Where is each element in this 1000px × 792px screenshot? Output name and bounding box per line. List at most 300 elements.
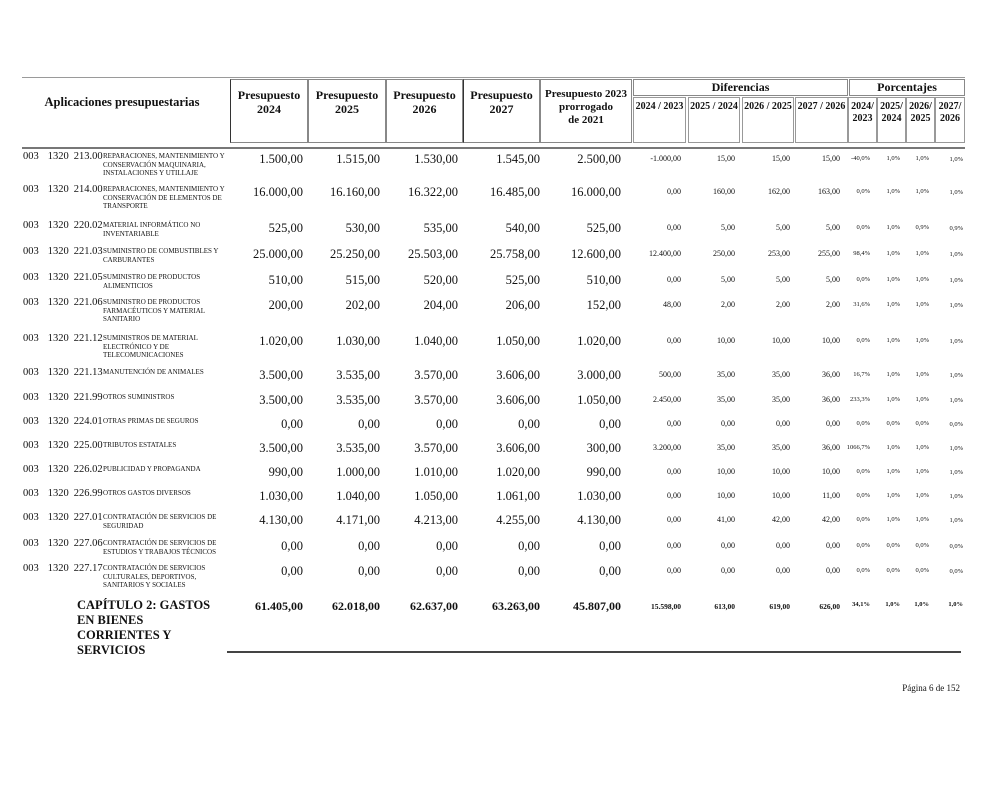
program-code: 1320 [47, 220, 69, 231]
cell-c1: 98,4% [853, 250, 870, 257]
cell-d3: 162,00 [768, 187, 790, 196]
cell-p2025: 202,00 [345, 298, 380, 312]
cell-c1: 0,0% [856, 492, 870, 499]
page-number: Página 6 de 152 [902, 683, 960, 693]
economic-code: 225.00 [73, 440, 103, 451]
cell-d4: 5,00 [826, 275, 840, 284]
org-code: 003 [23, 246, 39, 257]
budget-code [23, 416, 103, 427]
economic-code: 214.00 [73, 184, 103, 195]
header-aplicaciones: Aplicaciones presupuestarias [44, 95, 200, 109]
total-c2: 1,0% [885, 601, 900, 608]
header-dif-2026-2025: 2026 / 2025 [742, 97, 794, 143]
cell-p2023: 1.020,00 [577, 334, 621, 348]
economic-code: 226.99 [73, 488, 103, 499]
cell-p2024: 4.130,00 [259, 513, 303, 527]
cell-d2: 5,00 [721, 223, 735, 232]
cell-d2: 0,00 [721, 419, 735, 428]
cell-p2023: 16.000,00 [571, 185, 621, 199]
program-code: 1320 [47, 440, 69, 451]
cell-d3: 15,00 [772, 154, 790, 163]
cell-p2026: 204,00 [423, 298, 458, 312]
cell-d4: 15,00 [822, 154, 840, 163]
cell-c4: 0,0% [949, 543, 963, 550]
header-presupuesto-2027 [463, 79, 540, 143]
economic-code: 224.01 [73, 416, 103, 427]
cell-c2: 1,0% [886, 276, 900, 283]
cell-c3: 1,0% [915, 188, 929, 195]
cell-p2023: 2.500,00 [577, 152, 621, 166]
cell-p2027: 0,00 [518, 417, 540, 431]
cell-d3: 42,00 [772, 515, 790, 524]
budget-code [23, 220, 103, 231]
org-code: 003 [23, 367, 39, 378]
cell-d1: 0,00 [667, 419, 681, 428]
cell-p2024: 3.500,00 [259, 441, 303, 455]
cell-p2023: 300,00 [586, 441, 621, 455]
cell-d3: 2,00 [776, 300, 790, 309]
cell-d2: 10,00 [717, 336, 735, 345]
cell-p2026: 3.570,00 [414, 368, 458, 382]
cell-c4: 0,0% [949, 568, 963, 575]
cell-c3: 0,9% [915, 224, 929, 231]
cell-c3: 1,0% [915, 337, 929, 344]
budget-code [23, 563, 103, 574]
cell-c3: 1,0% [915, 155, 929, 162]
cell-c3: 1,0% [915, 250, 929, 257]
total-p2026: 62.637,00 [410, 599, 458, 613]
cell-c2: 0,0% [886, 420, 900, 427]
cell-c2: 1,0% [886, 468, 900, 475]
cell-p2027: 25.758,00 [490, 247, 540, 261]
cell-d4: 255,00 [818, 249, 840, 258]
cell-d2: 0,00 [721, 541, 735, 550]
header-pct-2027-2026 [935, 97, 965, 143]
economic-code: 220.02 [73, 220, 103, 231]
program-code: 1320 [47, 563, 69, 574]
cell-d3: 35,00 [772, 443, 790, 452]
budget-code [23, 246, 103, 257]
cell-p2024: 510,00 [268, 273, 303, 287]
program-code: 1320 [47, 416, 69, 427]
budget-code [23, 488, 103, 499]
cell-p2027: 3.606,00 [496, 368, 540, 382]
cell-p2024: 25.000,00 [253, 247, 303, 261]
cell-c2: 1,0% [886, 337, 900, 344]
cell-d1: 0,00 [667, 491, 681, 500]
budget-description: SUMINISTRO DE PRODUCTOS ALIMENTICIOS [103, 273, 201, 290]
cell-d4: 163,00 [818, 187, 840, 196]
cell-c3: 1,0% [915, 516, 929, 523]
cell-c1: 0,0% [856, 276, 870, 283]
cell-p2024: 990,00 [268, 465, 303, 479]
cell-p2023: 0,00 [599, 564, 621, 578]
cell-d4: 5,00 [826, 223, 840, 232]
cell-d2: 35,00 [717, 443, 735, 452]
cell-c2: 1,0% [886, 444, 900, 451]
total-p2023: 45.807,00 [573, 599, 621, 613]
header-pct-2026-2025 [906, 97, 935, 143]
cell-d2: 35,00 [717, 395, 735, 404]
header-pct-line: 2025 [910, 113, 931, 124]
budget-description: OTROS GASTOS DIVERSOS [103, 489, 191, 497]
budget-description: MANUTENCIÓN DE ANIMALES [103, 368, 204, 376]
cell-p2026: 16.322,00 [408, 185, 458, 199]
cell-p2024: 0,00 [281, 417, 303, 431]
cell-c1: 0,0% [856, 224, 870, 231]
cell-p2024: 3.500,00 [259, 393, 303, 407]
cell-p2023: 0,00 [599, 417, 621, 431]
economic-code: 221.13 [73, 367, 103, 378]
budget-description: TRIBUTOS ESTATALES [103, 441, 177, 449]
economic-code: 227.01 [73, 512, 103, 523]
program-code: 1320 [47, 488, 69, 499]
program-code: 1320 [47, 333, 69, 344]
cell-d2: 10,00 [717, 467, 735, 476]
org-code: 003 [23, 512, 39, 523]
cell-c1: -40,0% [851, 155, 870, 162]
cell-c1: 1066,7% [846, 444, 870, 451]
cell-d2: 41,00 [717, 515, 735, 524]
cell-d3: 0,00 [776, 541, 790, 550]
cell-p2026: 1.530,00 [414, 152, 458, 166]
cell-d1: 0,00 [667, 223, 681, 232]
total-p2025: 62.018,00 [332, 599, 380, 613]
budget-code [23, 538, 103, 549]
org-code: 003 [23, 272, 39, 283]
economic-code: 227.06 [73, 538, 103, 549]
cell-p2026: 0,00 [436, 564, 458, 578]
cell-d4: 36,00 [822, 395, 840, 404]
cell-d4: 0,00 [826, 566, 840, 575]
cell-c1: 16,7% [853, 371, 870, 378]
cell-p2026: 1.050,00 [414, 489, 458, 503]
cell-d4: 10,00 [822, 336, 840, 345]
org-code: 003 [23, 563, 39, 574]
total-p2027: 63.263,00 [492, 599, 540, 613]
cell-c3: 1,0% [915, 468, 929, 475]
org-code: 003 [23, 151, 39, 162]
cell-c2: 1,0% [886, 396, 900, 403]
budget-code [23, 440, 103, 451]
cell-d4: 0,00 [826, 419, 840, 428]
cell-c4: 1,0% [949, 372, 963, 379]
budget-description: SUMINISTROS DE MATERIAL ELECTRÓNICO Y DE TELECOMUNICACIONES [103, 334, 198, 359]
cell-c1: 233,3% [849, 396, 870, 403]
header-presupuesto-2026 [386, 79, 463, 143]
header-dif-2027-2026: 2027 / 2026 [795, 97, 848, 143]
budget-code [23, 367, 103, 378]
total-d3: 619,00 [769, 602, 790, 611]
cell-c1: 0,0% [856, 567, 870, 574]
program-code: 1320 [47, 538, 69, 549]
program-code: 1320 [47, 297, 69, 308]
economic-code: 221.12 [73, 333, 103, 344]
header-presupuesto-2025 [308, 79, 386, 143]
cell-c4: 1,0% [949, 277, 963, 284]
cell-d3: 10,00 [772, 467, 790, 476]
cell-c2: 0,0% [886, 567, 900, 574]
cell-p2024: 0,00 [281, 539, 303, 553]
cell-d1: 48,00 [663, 300, 681, 309]
cell-p2027: 1.050,00 [496, 334, 540, 348]
cell-d3: 0,00 [776, 419, 790, 428]
total-d2: 613,00 [714, 602, 735, 611]
economic-code: 221.03 [73, 246, 103, 257]
cell-c3: 1,0% [915, 444, 929, 451]
org-code: 003 [23, 392, 39, 403]
cell-c2: 1,0% [886, 250, 900, 257]
cell-p2026: 0,00 [436, 539, 458, 553]
header-year: 2027 [489, 102, 514, 116]
cell-d1: 2.450,00 [653, 395, 681, 404]
header-year: 2025 [335, 102, 359, 116]
cell-p2026: 535,00 [423, 221, 458, 235]
cell-p2023: 0,00 [599, 539, 621, 553]
cell-c3: 1,0% [915, 301, 929, 308]
budget-description: OTRAS PRIMAS DE SEGUROS [103, 417, 199, 425]
cell-p2026: 3.570,00 [414, 393, 458, 407]
cell-d2: 0,00 [721, 566, 735, 575]
cell-c2: 1,0% [886, 371, 900, 378]
cell-d2: 35,00 [717, 370, 735, 379]
total-c4: 1,0% [948, 601, 963, 608]
program-code: 1320 [47, 272, 69, 283]
cell-p2024: 16.000,00 [253, 185, 303, 199]
cell-d3: 253,00 [768, 249, 790, 258]
budget-description: PUBLICIDAD Y PROPAGANDA [103, 465, 201, 473]
economic-code: 221.99 [73, 392, 103, 403]
cell-c2: 1,0% [886, 224, 900, 231]
cell-p2026: 1.010,00 [414, 465, 458, 479]
org-code: 003 [23, 440, 39, 451]
cell-d1: 12.400,00 [649, 249, 681, 258]
cell-d1: 0,00 [667, 515, 681, 524]
cell-p2027: 16.485,00 [490, 185, 540, 199]
cell-d1: 0,00 [667, 566, 681, 575]
budget-code [23, 512, 103, 523]
cell-c4: 1,0% [949, 156, 963, 163]
cell-p2024: 525,00 [268, 221, 303, 235]
cell-d4: 2,00 [826, 300, 840, 309]
cell-c3: 0,0% [915, 542, 929, 549]
economic-code: 221.06 [73, 297, 103, 308]
cell-c1: 0,0% [856, 337, 870, 344]
org-code: 003 [23, 184, 39, 195]
cell-d1: 0,00 [667, 541, 681, 550]
budget-description: CONTRATACIÓN DE SERVICIOS DE ESTUDIOS Y TRABAJOS TÉCNICOS [103, 539, 217, 556]
program-code: 1320 [47, 246, 69, 257]
program-code: 1320 [47, 151, 69, 162]
cell-p2025: 3.535,00 [336, 368, 380, 382]
economic-code: 226.02 [73, 464, 103, 475]
cell-c1: 31,6% [853, 301, 870, 308]
program-code: 1320 [47, 367, 69, 378]
cell-d2: 15,00 [717, 154, 735, 163]
org-code: 003 [23, 333, 39, 344]
header-pct-line: 2024 [881, 113, 902, 124]
cell-c4: 0,9% [949, 225, 963, 232]
cell-d3: 10,00 [772, 336, 790, 345]
cell-p2026: 4.213,00 [414, 513, 458, 527]
header-pct-line: 2023 [852, 113, 873, 124]
cell-p2023: 510,00 [586, 273, 621, 287]
cell-p2025: 1.000,00 [336, 465, 380, 479]
cell-p2027: 525,00 [505, 273, 540, 287]
total-d1: 15.598,00 [651, 602, 681, 611]
cell-d1: -1.000,00 [650, 154, 681, 163]
cell-p2024: 1.500,00 [259, 152, 303, 166]
cell-p2023: 3.000,00 [577, 368, 621, 382]
budget-description: OTROS SUMINISTROS [103, 393, 175, 401]
cell-d4: 10,00 [822, 467, 840, 476]
cell-p2027: 1.020,00 [496, 465, 540, 479]
org-code: 003 [23, 488, 39, 499]
cell-c4: 1,0% [949, 517, 963, 524]
cell-p2025: 515,00 [345, 273, 380, 287]
header-label: Presupuesto [315, 88, 379, 102]
header-pct-line: 2025/ [880, 101, 903, 112]
cell-p2025: 1.030,00 [336, 334, 380, 348]
header-label: Presupuesto [470, 88, 533, 102]
cell-p2026: 25.503,00 [408, 247, 458, 261]
header-dif-2024-2023: 2024 / 2023 [633, 97, 686, 143]
header-label: Presupuesto 2023 [545, 88, 627, 100]
cell-d4: 36,00 [822, 370, 840, 379]
total-p2024: 61.405,00 [255, 599, 303, 613]
cell-p2026: 3.570,00 [414, 441, 458, 455]
cell-c4: 1,0% [949, 445, 963, 452]
cell-d3: 10,00 [772, 491, 790, 500]
cell-p2023: 1.030,00 [577, 489, 621, 503]
cell-d4: 0,00 [826, 541, 840, 550]
org-code: 003 [23, 464, 39, 475]
cell-c4: 1,0% [949, 338, 963, 345]
cell-c4: 1,0% [949, 469, 963, 476]
cell-d1: 0,00 [667, 336, 681, 345]
total-bottom-rule [227, 651, 961, 653]
cell-c4: 1,0% [949, 189, 963, 196]
cell-d2: 250,00 [713, 249, 735, 258]
header-pct-line: 2026/ [909, 101, 932, 112]
header-pct-line: 2024/ [851, 101, 874, 112]
cell-d2: 160,00 [713, 187, 735, 196]
cell-c2: 1,0% [886, 516, 900, 523]
header-label: Presupuesto [237, 88, 301, 102]
program-code: 1320 [47, 464, 69, 475]
cell-p2025: 3.535,00 [336, 441, 380, 455]
cell-c1: 0,0% [856, 468, 870, 475]
cell-p2025: 530,00 [345, 221, 380, 235]
header-presupuesto-2024 [230, 79, 308, 143]
cell-p2025: 1.040,00 [336, 489, 380, 503]
cell-d3: 0,00 [776, 566, 790, 575]
cell-p2025: 25.250,00 [330, 247, 380, 261]
cell-p2025: 4.171,00 [336, 513, 380, 527]
cell-p2026: 1.040,00 [414, 334, 458, 348]
cell-p2025: 1.515,00 [336, 152, 380, 166]
header-pct-2024-2023 [848, 97, 877, 143]
economic-code: 221.05 [73, 272, 103, 283]
budget-code [23, 297, 103, 308]
cell-d4: 42,00 [822, 515, 840, 524]
cell-d3: 35,00 [772, 395, 790, 404]
cell-c4: 1,0% [949, 251, 963, 258]
cell-c3: 1,0% [915, 492, 929, 499]
cell-c2: 1,0% [886, 188, 900, 195]
cell-p2023: 4.130,00 [577, 513, 621, 527]
cell-c3: 1,0% [915, 371, 929, 378]
total-label: CAPÍTULO 2: GASTOS EN BIENES CORRIENTES Y SERVICIOS [77, 598, 211, 657]
cell-p2026: 0,00 [436, 417, 458, 431]
org-code: 003 [23, 416, 39, 427]
cell-c1: 0,0% [856, 188, 870, 195]
cell-p2027: 3.606,00 [496, 441, 540, 455]
cell-p2024: 3.500,00 [259, 368, 303, 382]
cell-c2: 1,0% [886, 155, 900, 162]
cell-d2: 2,00 [721, 300, 735, 309]
header-pct-2025-2024 [877, 97, 906, 143]
cell-c1: 0,0% [856, 542, 870, 549]
cell-p2027: 0,00 [518, 564, 540, 578]
cell-p2027: 1.061,00 [496, 489, 540, 503]
cell-d2: 10,00 [717, 491, 735, 500]
header-dif-2025-2024: 2025 / 2024 [688, 97, 740, 143]
cell-d2: 5,00 [721, 275, 735, 284]
budget-description: CONTRATACIÓN DE SERVICIOS DE SEGURIDAD [103, 513, 217, 530]
header-label-2: prorrogado [559, 101, 613, 113]
cell-c2: 0,0% [886, 542, 900, 549]
cell-c2: 1,0% [886, 301, 900, 308]
cell-p2024: 1.030,00 [259, 489, 303, 503]
org-code: 003 [23, 538, 39, 549]
header-pct-line: 2026 [940, 113, 960, 124]
cell-c4: 1,0% [949, 397, 963, 404]
cell-d1: 0,00 [667, 187, 681, 196]
cell-p2023: 1.050,00 [577, 393, 621, 407]
header-label-3: de 2021 [568, 114, 604, 126]
cell-d4: 11,00 [822, 491, 840, 500]
header-top-rule [22, 77, 965, 78]
cell-p2024: 200,00 [268, 298, 303, 312]
org-code: 003 [23, 297, 39, 308]
cell-d3: 5,00 [776, 223, 790, 232]
total-c1: 34,1% [852, 601, 870, 608]
cell-c3: 0,0% [915, 420, 929, 427]
header-presupuesto-2023-prorrogado [540, 79, 632, 143]
budget-code [23, 272, 103, 283]
budget-description: SUMINISTRO DE COMBUSTIBLES Y CARBURANTES [103, 247, 219, 264]
header-porcentajes: Porcentajes [849, 79, 965, 96]
cell-p2024: 1.020,00 [259, 334, 303, 348]
cell-d3: 35,00 [772, 370, 790, 379]
cell-p2023: 12.600,00 [571, 247, 621, 261]
cell-p2027: 0,00 [518, 539, 540, 553]
cell-p2025: 0,00 [358, 564, 380, 578]
cell-p2025: 0,00 [358, 539, 380, 553]
cell-p2024: 0,00 [281, 564, 303, 578]
program-code: 1320 [47, 512, 69, 523]
cell-c1: 0,0% [856, 420, 870, 427]
cell-c4: 0,0% [949, 421, 963, 428]
cell-d3: 5,00 [776, 275, 790, 284]
cell-d1: 0,00 [667, 275, 681, 284]
header-year: 2024 [257, 102, 281, 116]
header-year: 2026 [412, 102, 437, 116]
total-d4: 626,00 [819, 602, 840, 611]
cell-c3: 1,0% [915, 276, 929, 283]
total-c3: 1,0% [914, 601, 929, 608]
